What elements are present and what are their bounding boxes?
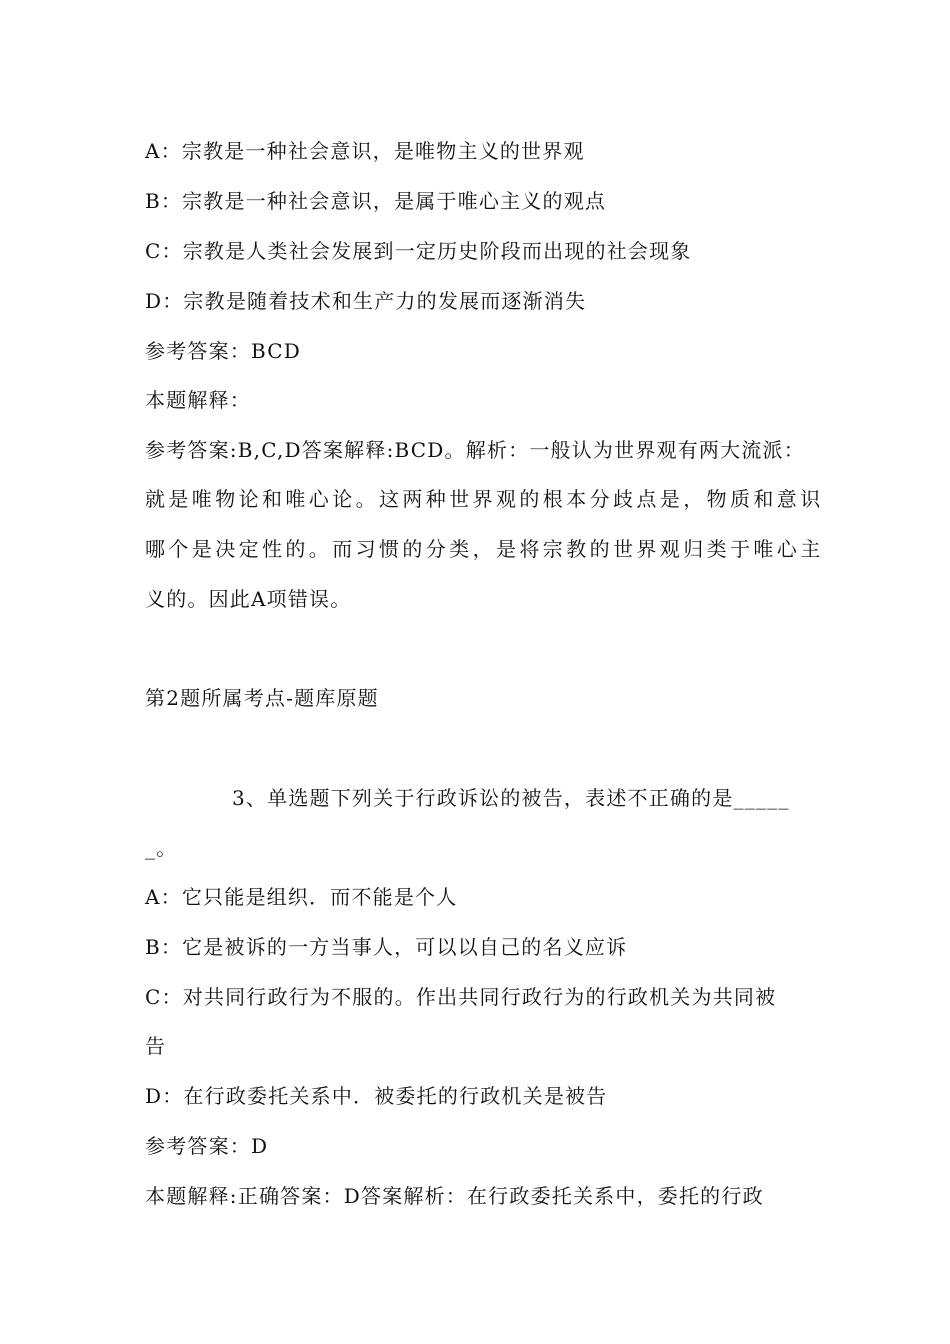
q2-explanation-line: 就是唯物论和唯心论。这两种世界观的根本分歧点是，物质和意识 <box>145 487 824 511</box>
q2-option-d: D：宗教是随着技术和生产力的发展而逐渐消失 <box>145 289 587 313</box>
q3-stem-line: 3、单选题下列关于行政诉讼的被告，表述不正确的是_____ <box>232 786 790 810</box>
q2-option-a: A：宗教是一种社会意识，是唯物主义的世界观 <box>145 139 585 163</box>
q2-option-c: C：宗教是人类社会发展到一定历史阶段而出现的社会现象 <box>145 239 692 263</box>
q3-option-c: C：对共同行政行为不服的。作出共同行政行为的行政机关为共同被 <box>145 985 777 1009</box>
q3-option-a: A：它只能是组织．而不能是个人 <box>145 885 458 909</box>
q2-explanation-line: 参考答案:B,C,D答案解释:BCD。解析：一般认为世界观有两大流派： <box>145 438 805 462</box>
q3-option-c-continued: 告 <box>145 1034 167 1058</box>
q2-answer: 参考答案：BCD <box>145 339 302 363</box>
q3-stem-line: _。 <box>145 836 178 860</box>
q3-explanation: 本题解释:正确答案：D答案解析：在行政委托关系中，委托的行政 <box>145 1184 764 1208</box>
q2-explanation-line: 哪个是决定性的。而习惯的分类，是将宗教的世界观归类于唯心主 <box>145 537 824 561</box>
q3-option-d: D：在行政委托关系中．被委托的行政机关是被告 <box>145 1084 608 1108</box>
q3-answer: 参考答案：D <box>145 1134 269 1158</box>
q3-option-b: B：它是被诉的一方当事人，可以以自己的名义应诉 <box>145 935 628 959</box>
q2-option-b: B：宗教是一种社会意识，是属于唯心主义的观点 <box>145 189 607 213</box>
q2-explanation-line: 义的。因此A项错误。 <box>145 587 352 611</box>
q2-explanation-label: 本题解释： <box>145 388 251 412</box>
section-note: 第2题所属考点-题库原题 <box>145 686 379 710</box>
